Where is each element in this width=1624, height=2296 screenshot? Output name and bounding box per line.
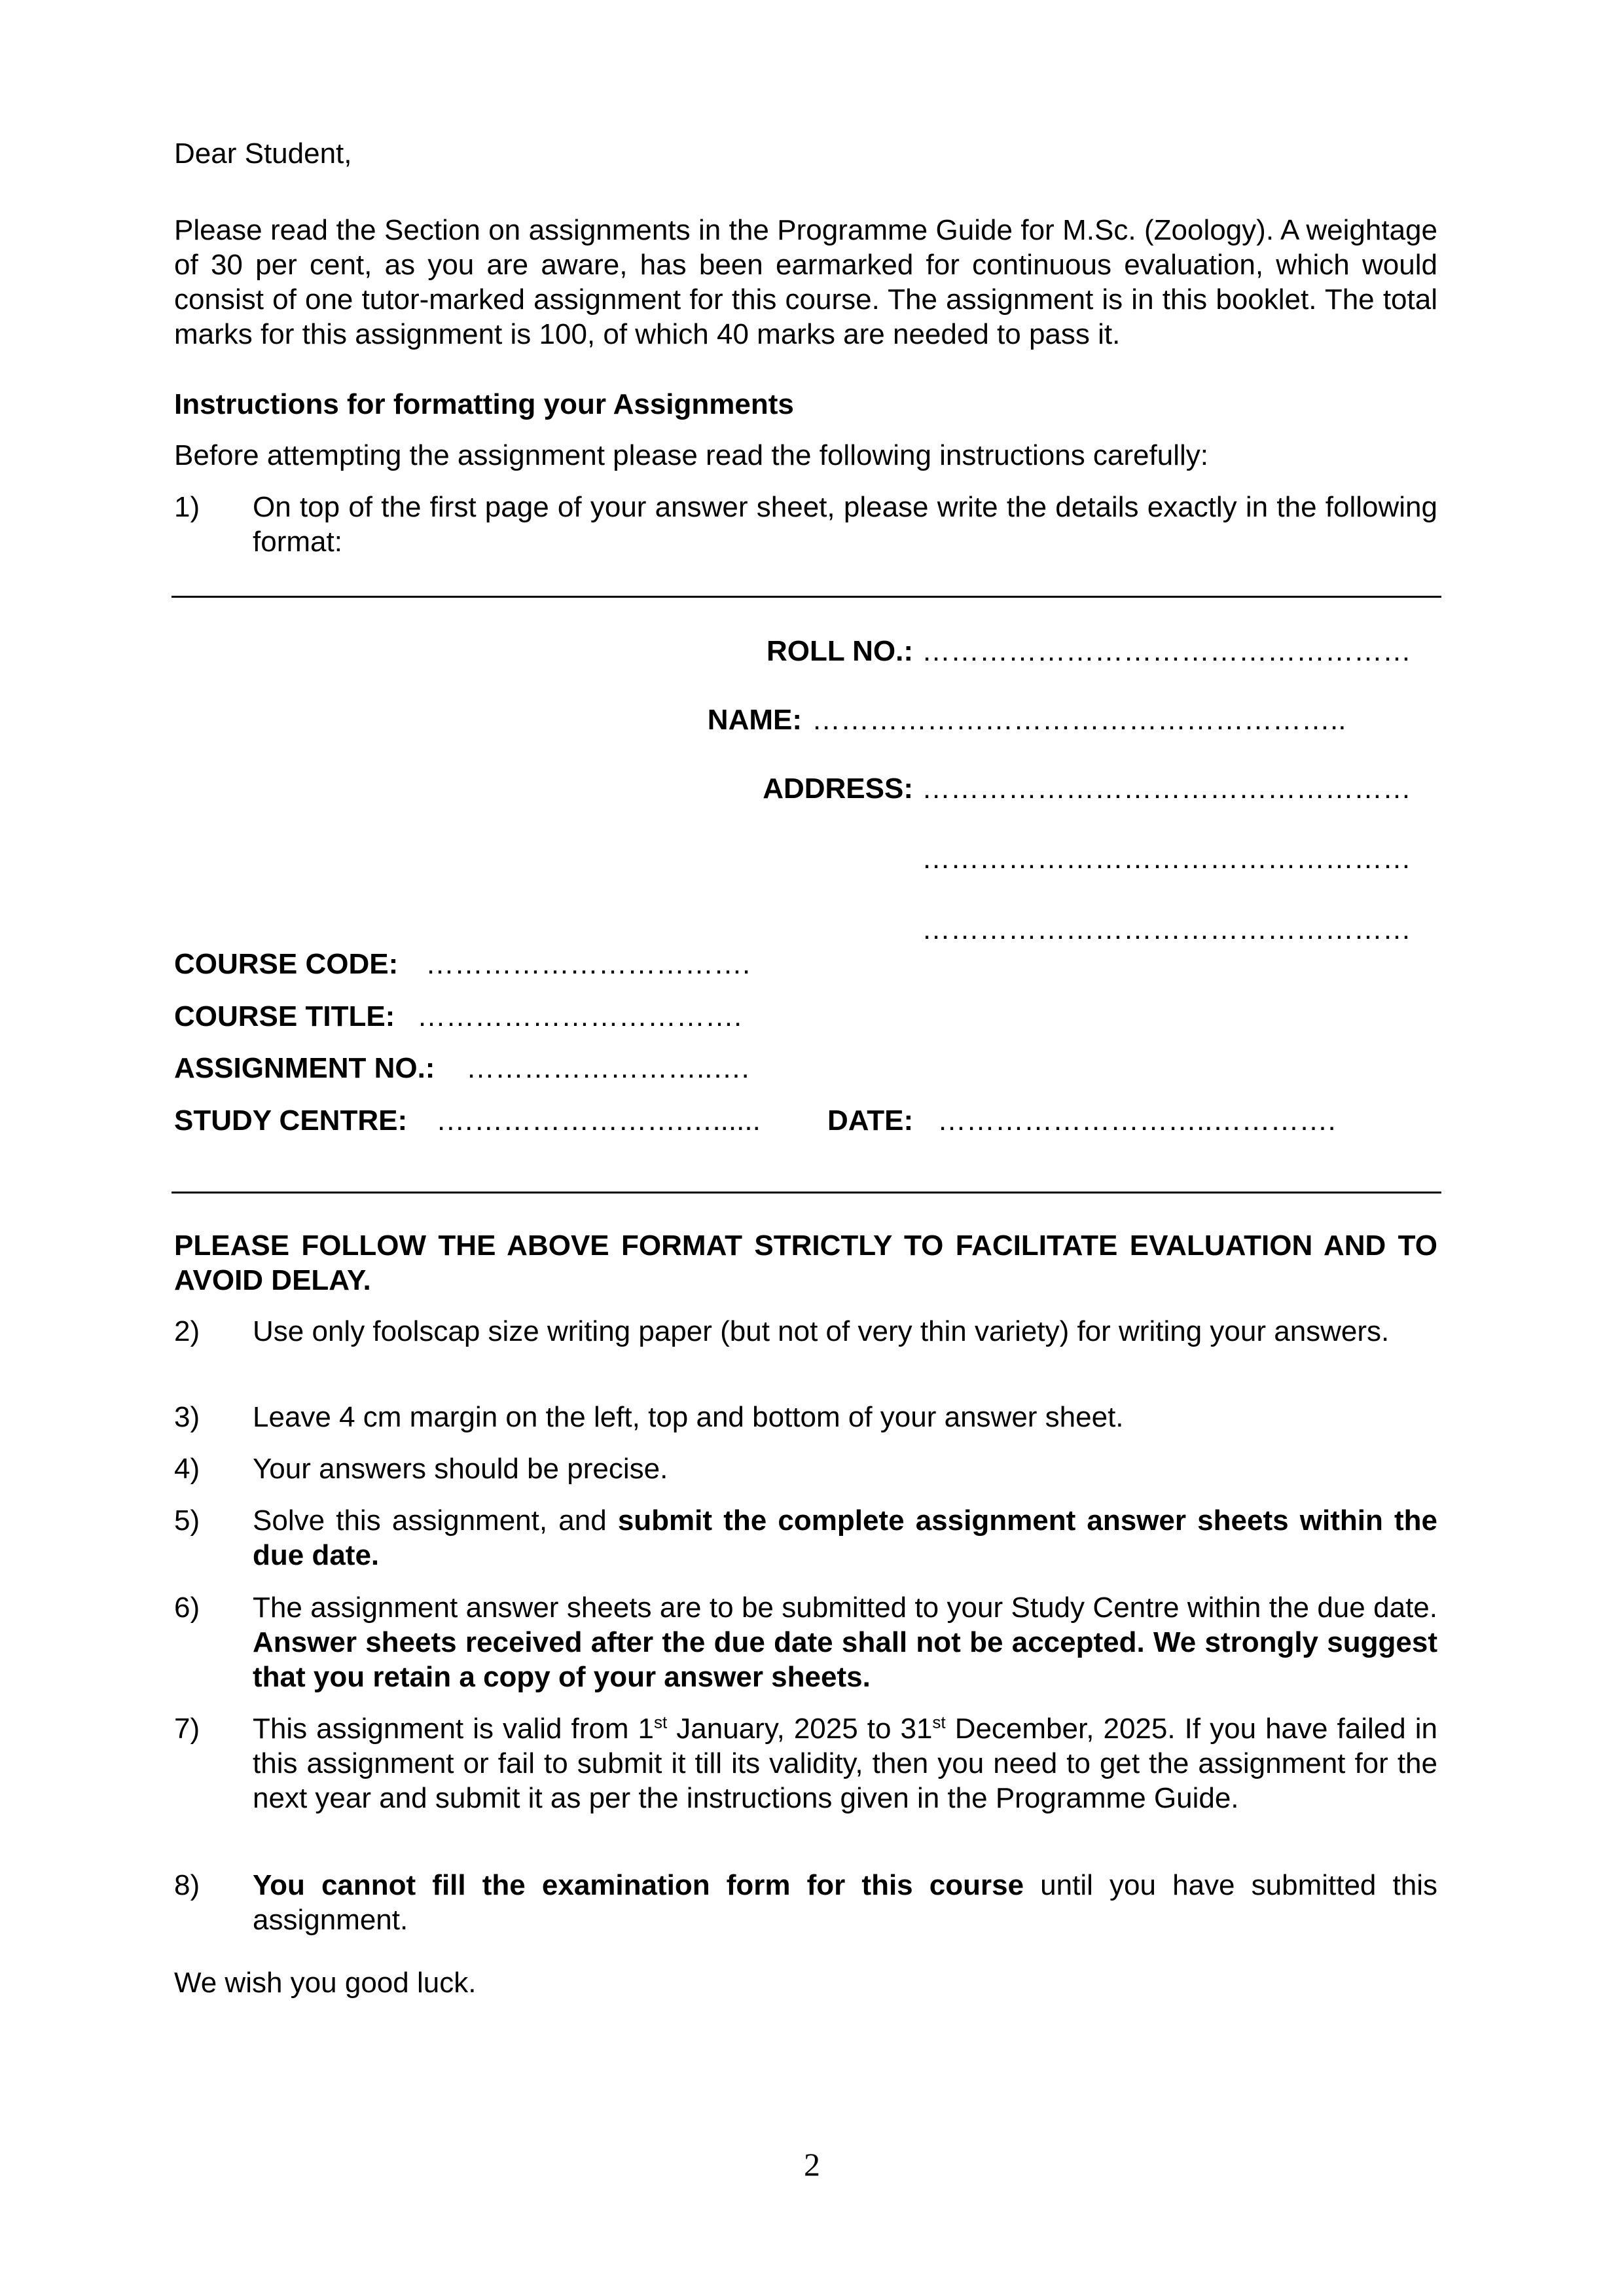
format-notice: PLEASE FOLLOW THE ABOVE FORMAT STRICTLY TO FACILITATE EVALUATION AND TO AVOID DELAY. bbox=[174, 1230, 1437, 1296]
item-number: 2) bbox=[174, 1315, 200, 1347]
address-dots: …………………………………………… bbox=[922, 773, 1411, 805]
salutation: Dear Student, bbox=[174, 137, 352, 170]
study-centre-dots: .…………………….…...... bbox=[437, 1104, 761, 1137]
item-6-emphasis: Answer sheets received after the due date shall not be accepted. We strongly suggest that you retain a copy of your answer sheets. bbox=[253, 1626, 1437, 1693]
course-code-label: COURSE CODE: bbox=[174, 948, 399, 980]
address-label: ADDRESS: bbox=[763, 773, 913, 805]
instruction-item-3: Leave 4 cm margin on the left, top and bottom of your answer sheet. bbox=[253, 1401, 1124, 1433]
instruction-item-6 bbox=[253, 1590, 1437, 1694]
course-title-label: COURSE TITLE: bbox=[174, 1000, 395, 1032]
item-number: 6) bbox=[174, 1592, 200, 1624]
instruction-item-4: Your answers should be precise. bbox=[253, 1453, 668, 1485]
course-title-dots: ……………………………. bbox=[417, 1000, 742, 1032]
item-5-emphasis: submit the complete assignment answer sheets within the due date. bbox=[253, 1504, 1437, 1571]
name-dots: ……………………………………………….. bbox=[812, 704, 1346, 736]
item-8-text: until you have submitted this assignment. bbox=[253, 1869, 1437, 1936]
item-7-text-b: January, 2025 to 31 bbox=[667, 1713, 933, 1745]
intro-paragraph: Please read the Section on assignments in the Programme Guide for M.Sc. (Zoology). A weightage of 30 per cent, as you are aware, has been earmarked for continuous evaluation, which would consist of one tutor-marked assignment for this course. The assignment is in this booklet. The total marks for this assignment is 100, of which 40 marks are needed to pass it. bbox=[174, 214, 1437, 350]
instructions-heading: Instructions for formatting your Assignments bbox=[174, 388, 794, 420]
roll-no-dots: …………………………………………… bbox=[922, 635, 1411, 667]
item-number: 4) bbox=[174, 1453, 200, 1485]
item-5-text: Solve this assignment, and bbox=[253, 1504, 618, 1537]
item-7-sup-b: st bbox=[932, 1712, 946, 1732]
study-centre-label: STUDY CENTRE: bbox=[174, 1104, 408, 1137]
item-number: 1) bbox=[174, 491, 200, 523]
item-7-text-c: December, 2025. If you have failed in this assignment or fail to submit it till its validity, then you need to get the assignment for the next year and submit it as per the instructions given in the Programme Guide. bbox=[253, 1713, 1437, 1814]
instruction-item-5 bbox=[253, 1503, 1437, 1573]
assignment-no-dots: ……………………..…. bbox=[466, 1052, 749, 1084]
instruction-item-2: Use only foolscap size writing paper (but not of very thin variety) for writing your answers. bbox=[253, 1315, 1390, 1347]
item-number: 3) bbox=[174, 1401, 200, 1433]
format-top-rule bbox=[171, 596, 1441, 598]
item-number: 8) bbox=[174, 1869, 200, 1901]
item-number: 7) bbox=[174, 1713, 200, 1745]
format-bottom-rule bbox=[171, 1192, 1441, 1194]
instruction-item-1: On top of the first page of your answer sheet, please write the details exactly in the following format: bbox=[253, 491, 1437, 558]
address-line-2: …………………………………………… bbox=[922, 843, 1411, 875]
name-label: NAME: bbox=[707, 704, 802, 736]
course-code-dots: ……………………………. bbox=[425, 948, 751, 980]
date-dots: ………………………..…………. bbox=[937, 1104, 1336, 1137]
item-7-sup-a: st bbox=[654, 1712, 668, 1732]
instruction-item-8 bbox=[253, 1868, 1437, 1937]
page-number: 2 bbox=[804, 2146, 820, 2183]
item-8-emphasis: You cannot fill the examination form for this course bbox=[253, 1869, 1024, 1901]
instructions-lead: Before attempting the assignment please read the following instructions carefully: bbox=[174, 439, 1208, 471]
address-line-3: …………………………………………… bbox=[922, 913, 1411, 945]
item-number: 5) bbox=[174, 1504, 200, 1537]
item-7-text-a: This assignment is valid from 1 bbox=[253, 1713, 655, 1745]
roll-no-label: ROLL NO.: bbox=[766, 635, 913, 667]
instruction-item-7 bbox=[253, 1711, 1437, 1815]
date-label: DATE: bbox=[827, 1104, 914, 1137]
assignment-no-label: ASSIGNMENT NO.: bbox=[174, 1052, 435, 1084]
item-6-text: The assignment answer sheets are to be submitted to your Study Centre within the due date. bbox=[253, 1592, 1437, 1624]
closing-line: We wish you good luck. bbox=[174, 1967, 477, 1999]
